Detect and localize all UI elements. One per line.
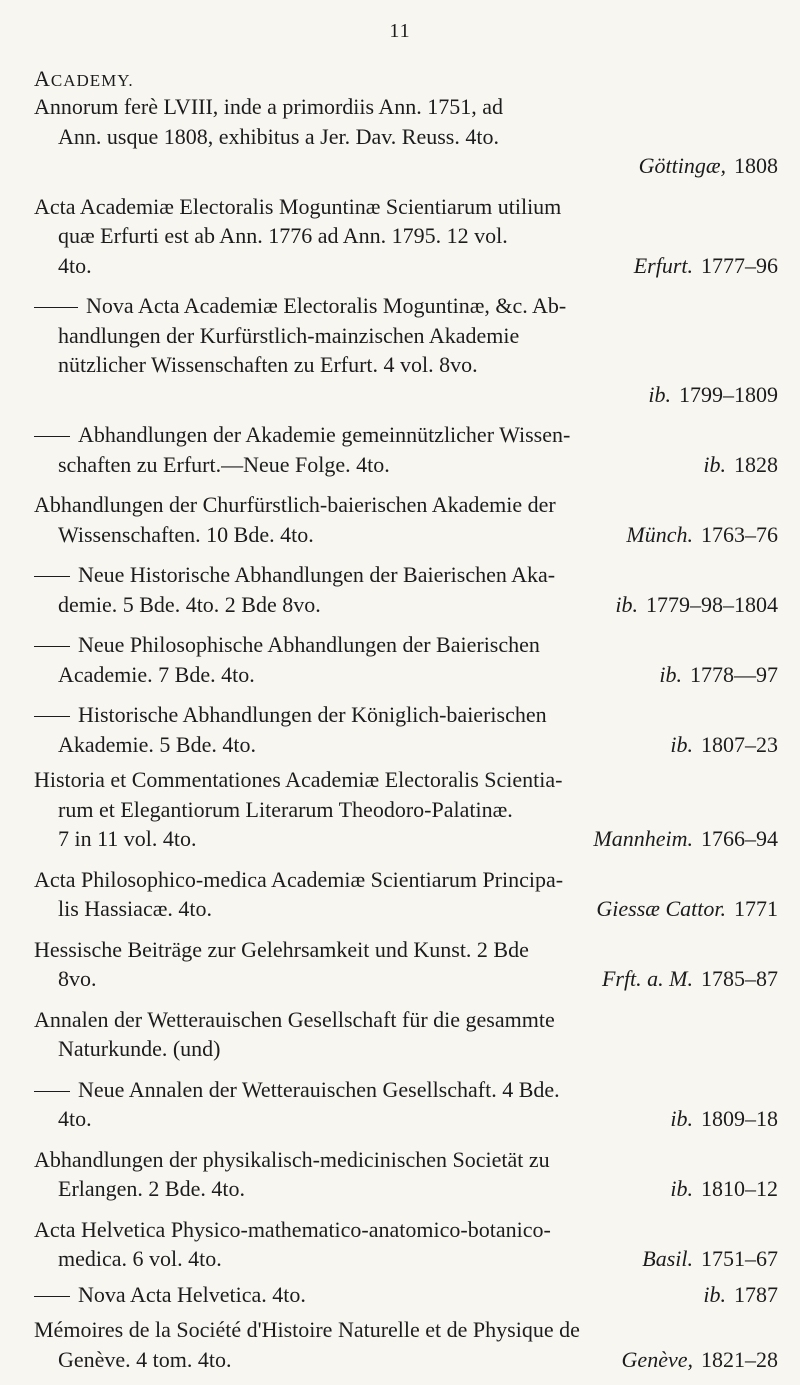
entry-text: Academie. 7 Bde. 4to. xyxy=(58,661,255,687)
imprint-place: ib. xyxy=(615,591,638,617)
imprint-date: 1777–96 xyxy=(701,252,778,278)
imprint-place: Münch. xyxy=(626,521,693,547)
catalogue-entries xyxy=(0,92,800,1385)
catalogue-entry xyxy=(0,1215,800,1274)
imprint-place: ib. xyxy=(703,451,726,477)
imprint-date: 1766–94 xyxy=(701,826,778,851)
entry-line xyxy=(34,560,708,590)
entry-line xyxy=(34,1005,708,1035)
entry-text: quæ Erfurti est ab Ann. 1776 ad Ann. 1795. 12 vol. xyxy=(58,223,508,248)
ditto-dash xyxy=(34,307,78,308)
catalogue-entry xyxy=(0,1315,800,1374)
imprint xyxy=(670,730,778,760)
entry-text: Hessische Beiträge zur Gelehrsamkeit und Kunst. 2 Bde xyxy=(34,936,529,962)
catalogue-entry xyxy=(0,1280,800,1310)
imprint-date: 1799–1809 xyxy=(679,381,778,407)
imprint-place: ib. xyxy=(670,1106,693,1131)
catalogue-entry xyxy=(0,700,800,759)
section-title-rest: CADEMY. xyxy=(50,71,134,90)
imprint xyxy=(622,1345,778,1375)
imprint-place: ib. xyxy=(670,731,693,757)
entry-line xyxy=(34,865,708,895)
imprint-place: Erfurt. xyxy=(633,252,693,278)
catalogue-entry xyxy=(0,935,800,994)
entry-line xyxy=(58,321,708,351)
entry-text: Historia et Commentationes Academiæ Electoralis Scientia- xyxy=(34,767,563,792)
entry-line xyxy=(58,795,708,825)
imprint-place: Giessæ Cattor. xyxy=(596,896,726,921)
entry-line xyxy=(34,490,708,520)
imprint-date: 1807–23 xyxy=(701,731,778,757)
imprint xyxy=(626,520,778,550)
imprint xyxy=(648,380,778,410)
entry-text: lis Hassiacæ. 4to. xyxy=(58,896,212,921)
entry-line xyxy=(58,1104,778,1134)
entry-text: Wissenschaften. 10 Bde. 4to. xyxy=(58,521,314,547)
ditto-dash xyxy=(34,436,70,437)
imprint-date: 1779–98–1804 xyxy=(646,591,778,617)
entry-text: 4to. xyxy=(58,1106,92,1131)
entry-text: Nova Acta Helvetica. 4to. xyxy=(78,1281,306,1307)
entry-line xyxy=(34,1145,708,1175)
entry-line xyxy=(34,1075,708,1105)
imprint-date: 1828 xyxy=(734,451,778,477)
entry-text: Acta Helvetica Physico-mathematico-anatomico-botanico- xyxy=(34,1216,551,1242)
entry-line xyxy=(34,765,708,795)
imprint-date: 1810–12 xyxy=(701,1176,778,1201)
entry-text: handlungen der Kurfürstlich-mainzischen Akademie xyxy=(58,322,520,348)
entry-text: Acta Academiæ Electoralis Moguntinæ Scientiarum utilium xyxy=(34,193,562,219)
imprint xyxy=(659,660,778,690)
entry-text: Acta Philosophico-medica Academiæ Scientiarum Principa- xyxy=(34,866,564,892)
catalogue-entry xyxy=(0,1005,800,1064)
catalogue-entry xyxy=(0,865,800,924)
entry-text: Erlangen. 2 Bde. 4to. xyxy=(58,1176,245,1201)
entry-line xyxy=(34,420,708,450)
entry-line xyxy=(58,824,778,854)
ditto-dash xyxy=(34,1296,70,1297)
imprint-place: Mannheim. xyxy=(593,826,693,851)
imprint-place: ib. xyxy=(648,381,671,407)
entry-text: medica. 6 vol. 4to. xyxy=(58,1246,222,1271)
entry-text: 8vo. xyxy=(58,966,97,991)
catalogue-entry xyxy=(0,192,800,281)
imprint-place: Genève, xyxy=(621,1346,693,1372)
catalogue-entry xyxy=(0,630,800,689)
imprint-date: 1787 xyxy=(734,1281,778,1307)
imprint xyxy=(703,450,778,480)
entry-text: Annalen der Wetterauischen Gesellschaft für die gesammte xyxy=(34,1006,555,1032)
imprint xyxy=(670,1174,778,1204)
imprint xyxy=(615,590,778,620)
entry-imprint-line xyxy=(58,380,778,410)
entry-text: Naturkunde. (und) xyxy=(58,1036,221,1061)
entry-text: demie. 5 Bde. 4to. 2 Bde 8vo. xyxy=(58,591,321,617)
entry-text: 4to. xyxy=(58,252,92,278)
entry-text: Mémoires de la Société d'Histoire Naturelle et de Physique de xyxy=(34,1317,580,1342)
entry-text: Neue Philosophische Abhandlungen der Baierischen xyxy=(78,632,540,657)
entry-line xyxy=(34,1280,778,1310)
entry-line xyxy=(34,700,708,730)
imprint xyxy=(593,824,778,854)
entry-text: Neue Annalen der Wetterauischen Gesellschaft. 4 Bde. xyxy=(78,1076,560,1102)
entry-line xyxy=(34,1315,708,1345)
entry-line xyxy=(58,660,778,690)
imprint xyxy=(639,151,778,181)
page-number: 11 xyxy=(389,20,411,42)
entry-text: nützlicher Wissenschaften zu Erfurt. 4 vol. 8vo. xyxy=(58,352,478,377)
catalogue-entry xyxy=(0,1075,800,1134)
entry-text: Akademie. 5 Bde. 4to. xyxy=(58,731,256,757)
imprint-date: 1763–76 xyxy=(701,521,778,547)
entry-line xyxy=(58,520,778,550)
entry-line xyxy=(58,450,778,480)
entry-imprint-line xyxy=(58,151,778,181)
entry-line xyxy=(58,1174,778,1204)
entry-line xyxy=(58,221,708,251)
entry-line xyxy=(34,935,708,965)
imprint xyxy=(634,251,778,281)
entry-line xyxy=(58,590,778,620)
imprint-date: 1785–87 xyxy=(701,966,778,991)
entry-line xyxy=(58,964,778,994)
section-title-initial: A xyxy=(34,66,51,91)
imprint-place: ib. xyxy=(659,661,682,687)
entry-text: Neue Historische Abhandlungen der Baierischen Aka- xyxy=(78,562,556,587)
entry-text: Abhandlungen der Akademie gemeinnützlicher Wissen- xyxy=(78,422,571,447)
entry-text: Abhandlungen der Churfürstlich-baierischen Akademie der xyxy=(34,492,556,517)
imprint-place: ib. xyxy=(703,1281,726,1307)
imprint-date: 1751–67 xyxy=(701,1246,778,1271)
entry-line xyxy=(58,1244,778,1274)
ditto-dash xyxy=(34,1091,70,1092)
entry-line xyxy=(34,192,708,222)
imprint xyxy=(596,894,778,924)
imprint-place: Basil. xyxy=(642,1246,693,1271)
entry-text: Abhandlungen der physikalisch-medicinischen Societät zu xyxy=(34,1146,550,1172)
entry-line xyxy=(58,1034,708,1064)
catalogue-entry xyxy=(0,1145,800,1204)
entry-line xyxy=(34,92,708,122)
entry-line xyxy=(34,1215,708,1245)
imprint-date: 1821–28 xyxy=(701,1346,778,1372)
entry-line xyxy=(34,630,708,660)
imprint xyxy=(602,964,778,994)
entry-line xyxy=(58,251,778,281)
entry-line xyxy=(58,350,708,380)
imprint-place: ib. xyxy=(670,1176,693,1201)
imprint-date: 1809–18 xyxy=(701,1106,778,1131)
imprint xyxy=(670,1104,778,1134)
ditto-dash xyxy=(34,576,70,577)
entry-line xyxy=(34,291,708,321)
entry-text: Historische Abhandlungen der Königlich-baierischen xyxy=(78,702,547,727)
catalogue-entry xyxy=(0,420,800,479)
catalogue-entry xyxy=(0,92,800,181)
catalogue-entry xyxy=(0,291,800,409)
entry-text: Annorum ferè LVIII, inde a primordiis Ann. 1751, ad xyxy=(34,94,504,119)
entry-text: rum et Elegantiorum Literarum Theodoro-Palatinæ. xyxy=(58,796,513,822)
imprint-place: Frft. a. M. xyxy=(601,966,693,991)
section-title xyxy=(34,66,134,92)
imprint-date: 1778—97 xyxy=(690,661,778,687)
imprint-date: 1808 xyxy=(734,153,778,178)
catalogue-entry xyxy=(0,765,800,854)
entry-text: Nova Acta Academiæ Electoralis Moguntinæ, &c. Ab- xyxy=(86,293,567,318)
entry-text: Ann. usque 1808, exhibitus a Jer. Dav. Reuss. 4to. xyxy=(58,123,499,149)
imprint-date: 1771 xyxy=(734,896,778,921)
imprint xyxy=(703,1280,778,1310)
entry-line xyxy=(58,122,708,152)
ditto-dash xyxy=(34,716,70,717)
catalogue-entry xyxy=(0,490,800,549)
imprint-place: Göttingæ, xyxy=(638,153,726,178)
entry-line xyxy=(58,894,778,924)
ditto-dash xyxy=(34,646,70,647)
imprint xyxy=(642,1244,778,1274)
entry-text: Genève. 4 tom. 4to. xyxy=(58,1346,232,1372)
entry-line xyxy=(58,730,778,760)
catalogue-entry xyxy=(0,560,800,619)
entry-text: 7 in 11 vol. 4to. xyxy=(58,826,197,851)
entry-text: schaften zu Erfurt.—Neue Folge. 4to. xyxy=(58,451,390,477)
entry-line xyxy=(58,1345,778,1375)
